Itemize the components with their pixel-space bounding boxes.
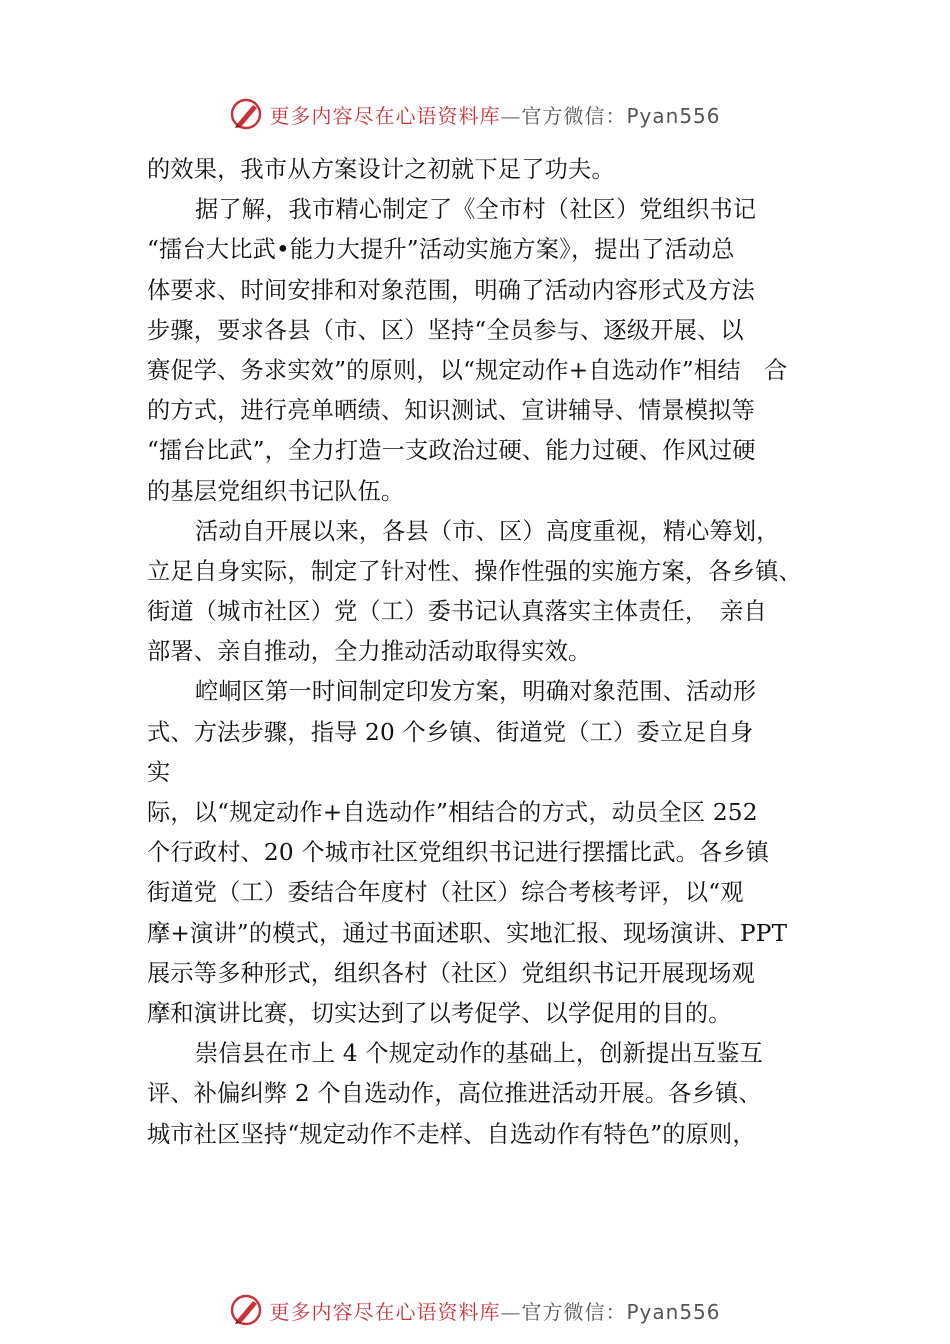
text-line: 立足自身实际，制定了针对性、操作性强的实施方案，各乡镇、 <box>147 557 802 585</box>
text-line: 实 <box>147 758 171 786</box>
text-line: 展示等多种形式，组织各村（社区）党组织书记开展现场观 <box>147 959 756 987</box>
text-line: 摩和演讲比赛，切实达到了以考促学、以学促用的目的。 <box>147 999 732 1027</box>
watermark-wechat-id: Pyan556 <box>626 1299 721 1324</box>
text-line: 际，以“规定动作+自选动作”相结合的方式，动员全区 252 <box>147 799 758 826</box>
watermark-label: 官方微信： <box>521 103 627 128</box>
text-line: 的效果，我市从方案设计之初就下足了功夫。 <box>147 156 615 183</box>
pen-logo-icon <box>229 1293 263 1327</box>
text-line: 街道（城市社区）党（工）委书记认真落实主体责任， 亲自 <box>147 598 767 626</box>
text-line: 的方式，进行亮单晒绩、知识测试、宣讲辅导、情景模拟等 <box>147 397 756 425</box>
text-line: 崇信县在市上 4 个规定动作的基础上，创新提出互鉴互 <box>195 1040 764 1068</box>
text-line: 体要求、时间安排和对象范围，明确了活动内容形式及方法 <box>147 276 756 304</box>
text-line: 城市社区坚持“规定动作不走样、自选动作有特色”的原则， <box>147 1120 756 1148</box>
watermark-wechat-id: Pyan556 <box>626 103 721 128</box>
text-line: 据了解，我市精心制定了《全市村（社区）党组织书记 <box>195 196 757 224</box>
text-line: 评、补偏纠弊 2 个自选动作，高位推进活动开展。各乡镇、 <box>147 1080 762 1108</box>
watermark-dash: — <box>500 1299 522 1324</box>
watermark-label: 官方微信： <box>521 1299 627 1324</box>
footer-watermark <box>0 1290 950 1330</box>
pen-logo-icon <box>229 97 263 131</box>
header-watermark <box>0 94 950 134</box>
text-line: 摩+演讲”的模式，通过书面述职、实地汇报、现场演讲、PPT <box>147 919 788 947</box>
watermark-brand: 更多内容尽在心语资料库 <box>269 103 501 128</box>
text-line: 式、方法步骤，指导 20 个乡镇、街道党（工）委立足自身 <box>147 718 754 746</box>
text-line: 活动自开展以来，各县（市、区）高度重视，精心筹划， <box>195 517 780 545</box>
text-line: 部署、亲自推动，全力推动活动取得实效。 <box>147 638 592 666</box>
text-line: 步骤，要求各县（市、区）坚持“全员参与、逐级开展、以 <box>147 316 744 344</box>
text-line: 街道党（工）委结合年度村（社区）综合考核考评，以“观 <box>147 879 744 907</box>
text-line: 赛促学、务求实效”的原则，以“规定动作+自选动作”相结 合 <box>147 356 788 384</box>
text-line: 个行政村、20 个城市社区党组织书记进行摆擂比武。各乡镇 <box>147 839 770 867</box>
text-line: 崆峒区第一时间制定印发方案，明确对象范围、活动形 <box>195 678 757 706</box>
text-line: “擂台大比武•能力大提升”活动实施方案》，提出了活动总 <box>147 236 735 264</box>
text-line: 的基层党组织书记队伍。 <box>147 477 405 505</box>
watermark-brand: 更多内容尽在心语资料库 <box>269 1299 501 1324</box>
watermark-dash: — <box>500 103 522 128</box>
text-line: “擂台比武”，全力打造一支政治过硬、能力过硬、作风过硬 <box>147 437 756 465</box>
document-body <box>147 150 847 1155</box>
